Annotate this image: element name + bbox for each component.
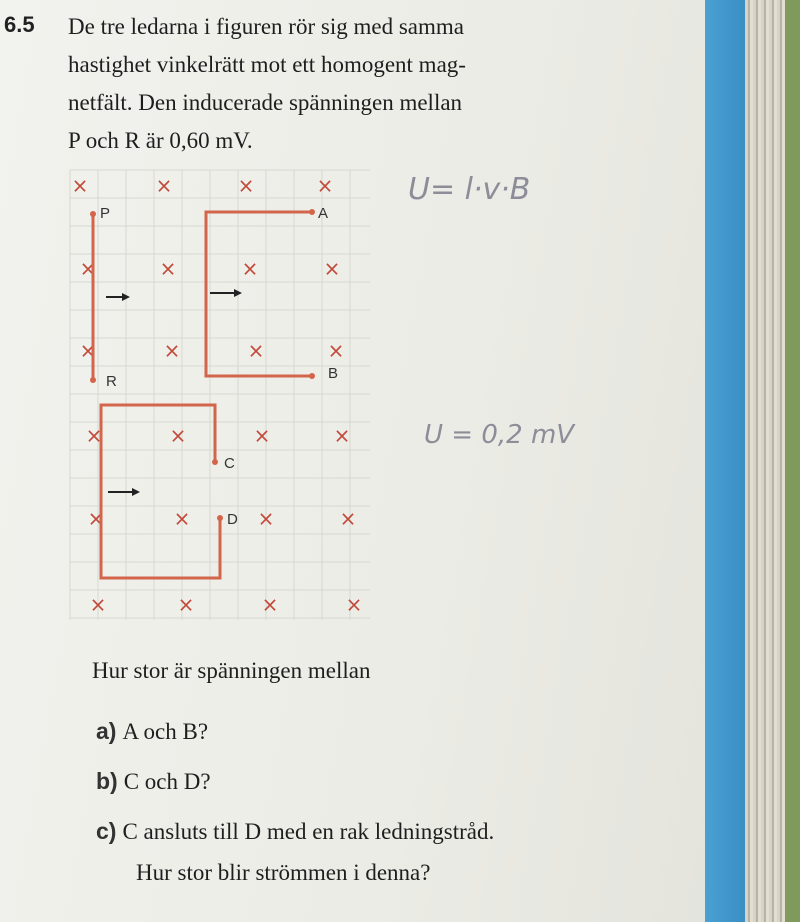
velocity-arrow-3 bbox=[108, 488, 140, 496]
field-cross-icon: × bbox=[71, 173, 89, 198]
handwritten-formula: U= l·v·B bbox=[408, 172, 531, 207]
field-cross-icon: × bbox=[237, 173, 255, 198]
field-cross-icon: × bbox=[159, 256, 177, 281]
field-cross-icon: × bbox=[89, 592, 107, 617]
field-cross-icon: × bbox=[169, 423, 187, 448]
problem-line-1: De tre ledarna i figuren rör sig med samma bbox=[68, 14, 464, 39]
problem-line-3: netfält. Den inducerade spänningen mellan bbox=[68, 90, 463, 115]
field-cross-icon: × bbox=[79, 338, 97, 363]
velocity-arrow-2 bbox=[210, 289, 242, 297]
question-b-label: b) bbox=[96, 768, 118, 794]
question-c-line2: Hur stor blir strömmen i denna? bbox=[136, 860, 431, 885]
field-cross-icon: × bbox=[155, 173, 173, 198]
field-cross-icon: × bbox=[241, 256, 259, 281]
question-a bbox=[96, 718, 208, 745]
question-b bbox=[96, 768, 211, 795]
handwritten-answer: U = 0,2 mV bbox=[424, 420, 575, 450]
field-cross-icon: × bbox=[261, 592, 279, 617]
field-cross-icon: × bbox=[327, 338, 345, 363]
point-r-label: R bbox=[106, 373, 117, 390]
field-cross-icon: × bbox=[316, 173, 334, 198]
problem-line-4: P och R är 0,60 mV. bbox=[68, 128, 253, 153]
question-c-line1: C ansluts till D med en rak ledningstråd. bbox=[122, 819, 495, 844]
question-b-text: C och D? bbox=[123, 769, 211, 794]
point-c-label: C bbox=[224, 455, 235, 472]
field-cross-icon: × bbox=[257, 506, 275, 531]
question-c-label: c) bbox=[96, 818, 117, 844]
point-p-label: P bbox=[100, 205, 111, 222]
problem-number: 6.5 bbox=[4, 12, 35, 37]
field-cross-icon: × bbox=[345, 592, 363, 617]
field-cross-icon: × bbox=[79, 256, 97, 281]
point-b-label: B bbox=[328, 365, 339, 382]
field-cross-icon: × bbox=[253, 423, 271, 448]
field-cross-icon: × bbox=[247, 338, 265, 363]
question-c bbox=[96, 818, 494, 845]
field-cross-icon: × bbox=[173, 506, 191, 531]
question-a-text: A och B? bbox=[122, 719, 209, 744]
question-a-label: a) bbox=[96, 718, 117, 744]
problem-line-2: hastighet vinkelrätt mot ett homogent mag- bbox=[68, 52, 466, 77]
field-cross-icon: × bbox=[85, 423, 103, 448]
point-d-label: D bbox=[227, 511, 238, 528]
field-cross-icon: × bbox=[87, 506, 105, 531]
field-cross-icon: × bbox=[339, 506, 357, 531]
magnetic-field-crosses bbox=[72, 174, 363, 617]
point-a-label: A bbox=[318, 205, 329, 222]
question-intro: Hur stor är spänningen mellan bbox=[92, 658, 371, 683]
field-cross-icon: × bbox=[163, 338, 181, 363]
field-cross-icon: × bbox=[333, 423, 351, 448]
field-cross-icon: × bbox=[177, 592, 195, 617]
conductor-ab bbox=[206, 205, 338, 382]
field-cross-icon: × bbox=[323, 256, 341, 281]
background-surface bbox=[785, 0, 800, 922]
